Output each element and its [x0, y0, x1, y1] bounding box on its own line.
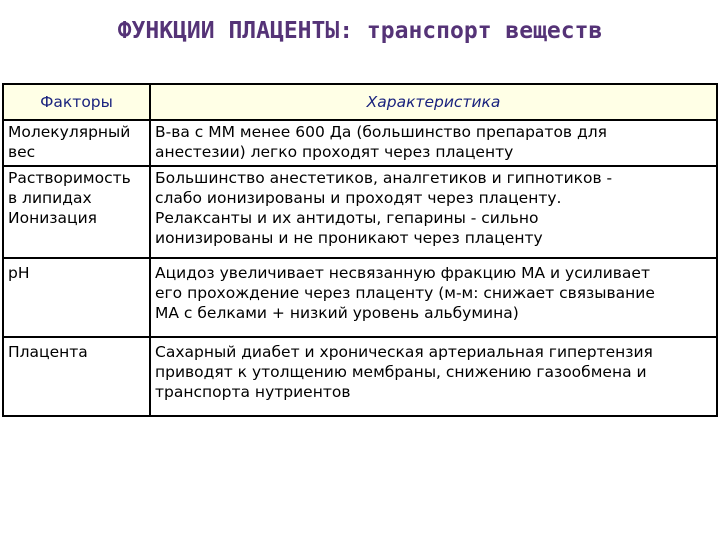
factor-cell	[3, 258, 150, 337]
table-row	[3, 120, 717, 166]
table-row	[3, 258, 717, 337]
factor-cell	[3, 120, 150, 166]
factor-line: pH	[8, 264, 30, 282]
factor-line: Плацента	[8, 343, 88, 361]
factor-line: в липидах	[8, 189, 92, 207]
characteristic-cell	[150, 258, 717, 337]
factor-cell	[3, 166, 150, 258]
text-line: приводят к утолщению мембраны, снижению газообмена и	[155, 363, 647, 381]
characteristic-cell	[150, 166, 717, 258]
text-line: Релаксанты и их антидоты, гепарины - сильно	[155, 209, 539, 227]
text-line: ионизированы и не проникают через плаценту	[155, 229, 543, 247]
factor-line: вес	[8, 143, 36, 161]
factor-line: Ионизация	[8, 209, 97, 227]
text-line: МА с белками + низкий уровень альбумина)	[155, 304, 519, 322]
text-line: его прохождение через плаценту (м-м: снижает связывание	[155, 284, 655, 302]
page-title: ФУНКЦИИ ПЛАЦЕНТЫ: транспорт веществ	[117, 18, 603, 44]
header-factors: Факторы	[3, 84, 150, 120]
text-line: транспорта нутриентов	[155, 383, 351, 401]
text-line: Большинство анестетиков, аналгетиков и гипнотиков -	[155, 169, 613, 187]
characteristic-cell	[150, 337, 717, 416]
text-line: анестезии) легко проходят через плаценту	[155, 143, 514, 161]
table-row	[3, 166, 717, 258]
factor-line: Растворимость	[8, 169, 131, 187]
factor-line: Молекулярный	[8, 123, 131, 141]
text-line: слабо ионизированы и проходят через плаценту.	[155, 189, 562, 207]
characteristic-cell	[150, 120, 717, 166]
header-characteristic: Характеристика	[150, 84, 717, 120]
text-line: Сахарный диабет и хроническая артериальная гипертензия	[155, 343, 653, 361]
factor-cell	[3, 337, 150, 416]
text-line: В-ва с ММ менее 600 Да (большинство препаратов для	[155, 123, 607, 141]
table-header-row	[3, 84, 717, 120]
text-line: Ацидоз увеличивает несвязанную фракцию МА и усиливает	[155, 264, 650, 282]
table-row	[3, 337, 717, 416]
factors-table	[2, 83, 718, 417]
